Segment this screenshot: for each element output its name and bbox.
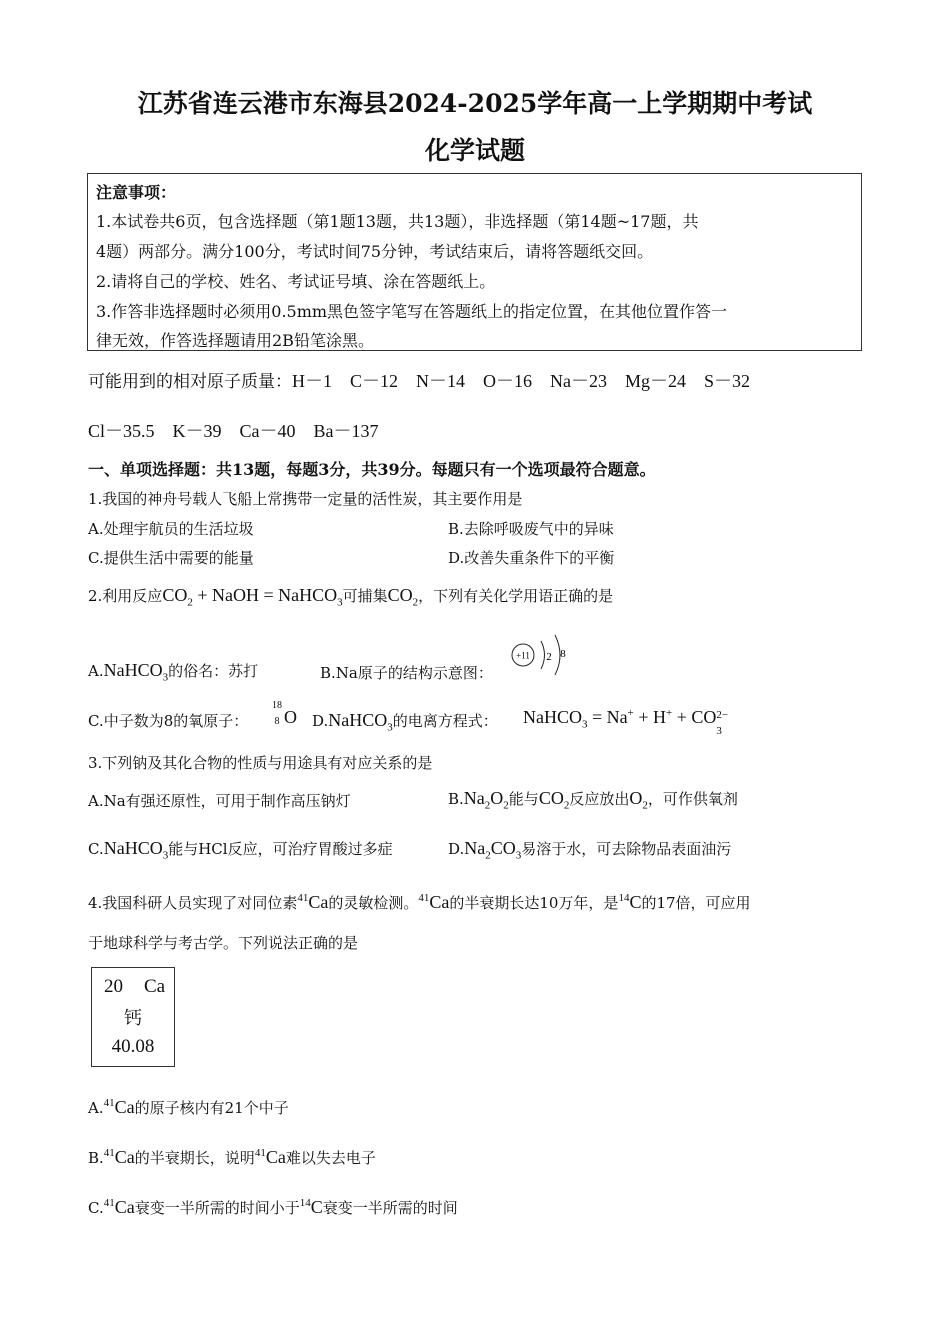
ionization-equation: NaHCO$_3$ = Na+ + H+ + CO 2− 3: [523, 707, 729, 737]
question-1-option-a: A.处理宇航员的生活垃圾: [88, 520, 254, 538]
notice-line: 4题）两部分。满分100分，考试时间75分钟，考试结束后，请将答题纸交回。: [96, 242, 654, 261]
question-1-option-b: B.去除呼吸废气中的异味: [448, 520, 614, 538]
sodium-atom-structure-diagram: [505, 630, 575, 680]
atomic-mass-label: 可能用到的相对原子质量：: [88, 372, 292, 392]
notice-box: [87, 173, 862, 351]
question-2-stem: 2.利用反应$CO_2$ + NaOH = NaHCO$_3$可捕集$CO_2$，下列有关化学用语正确的是: [88, 585, 614, 609]
question-2-option-a: A.NaHCO$_3$的俗名：苏打: [88, 660, 259, 684]
notice-line: 2.请将自己的学校、姓名、考试证号填、涂在答题纸上。: [96, 272, 496, 291]
oxygen-mass-number: 18: [272, 700, 282, 711]
notice-line: 1.本试卷共6页，包含选择题（第1题13题，共13题），非选择题（第14题~17题，共: [96, 212, 699, 231]
notice-heading: 注意事项：: [96, 183, 177, 202]
question-1-option-c: C.提供生活中需要的能量: [88, 549, 254, 567]
calcium-element-box: [91, 967, 175, 1067]
question-2-option-b: B.Na原子的结构示意图：: [320, 664, 493, 682]
shell-1-electrons: 2: [546, 651, 552, 663]
shell-2-electrons: 8: [560, 648, 566, 660]
question-2-option-d: D.NaHCO$_3$的电离方程式：: [312, 710, 498, 734]
electron-shell-1: [541, 641, 545, 669]
question-3-option-b: $B.Na_2O_2$能与$CO_2$反应放出$O_2$，可作供氧剂: [448, 788, 738, 812]
nucleus-charge: +11: [516, 650, 530, 661]
atomic-mass-row-2: Cl－35.5 K－39 Ca－40 Ba－137: [88, 421, 379, 441]
element-name: 钙: [124, 1008, 142, 1029]
oxygen-atomic-number: 8: [274, 716, 280, 727]
question-1-option-d: D.改善失重条件下的平衡: [448, 549, 615, 567]
atomic-mass-values: H－1 C－12 N－14 O－16 Na－23 Mg－24 S－32: [292, 371, 751, 391]
question-3-stem: 3.下列钠及其化合物的性质与用途具有对应关系的是: [88, 754, 433, 772]
question-3-option-c: C.NaHCO$_3$能与HCl反应，可治疗胃酸过多症: [88, 838, 393, 862]
question-2-option-c: C.中子数为8的氧原子：: [88, 712, 249, 730]
page-subtitle: 化学试题: [424, 136, 525, 165]
page-title: 江苏省连云港市东海县2024-2025学年高一上学期期中考试: [137, 89, 813, 118]
element-symbol: Ca: [144, 976, 166, 997]
question-4-option-c: C.$^{41}$Ca衰变一半所需的时间小于$^{14}$C衰变一半所需的时间: [88, 1197, 458, 1217]
section-heading: 一、单项选择题：共13题，每题3分，共39分。每题只有一个选项最符合题意。: [88, 460, 656, 479]
element-atomic-number: 20: [104, 976, 123, 997]
question-4-option-b: B.$^{41}$Ca的半衰期长，说明$^{41}$Ca难以失去电子: [88, 1147, 376, 1167]
question-1-stem: 1.我国的神舟号载人飞船上常携带一定量的活性炭，其主要作用是: [88, 490, 523, 508]
oxygen-symbol: O: [284, 707, 297, 727]
notice-line: 3.作答非选择题时必须用0.5mm黑色签字笔写在答题纸上的指定位置，在其他位置作答一: [96, 302, 728, 321]
question-4-stem-line-1: 4.我国科研人员实现了对同位素$^{41}$Ca的灵敏检测。$^{41}$Ca的半衰期长达10万年，是$^{14}$C的17倍，可应用: [88, 892, 751, 912]
notice-line: 律无效，作答选择题请用2B铅笔涂黑。: [96, 331, 374, 350]
question-4-stem-line-2: 于地球科学与考古学。下列说法正确的是: [88, 934, 359, 952]
atomic-mass-row-1: [88, 367, 750, 393]
question-4-option-a: A.$^{41}$Ca的原子核内有21个中子: [88, 1097, 289, 1117]
question-3-option-a: A.Na有强还原性，可用于制作高压钠灯: [88, 792, 351, 810]
electron-shell-2: [555, 635, 560, 675]
question-3-option-d: $D.Na_2CO_3$易溶于水，可去除物品表面油污: [448, 838, 732, 862]
element-mass: 40.08: [111, 1036, 155, 1057]
